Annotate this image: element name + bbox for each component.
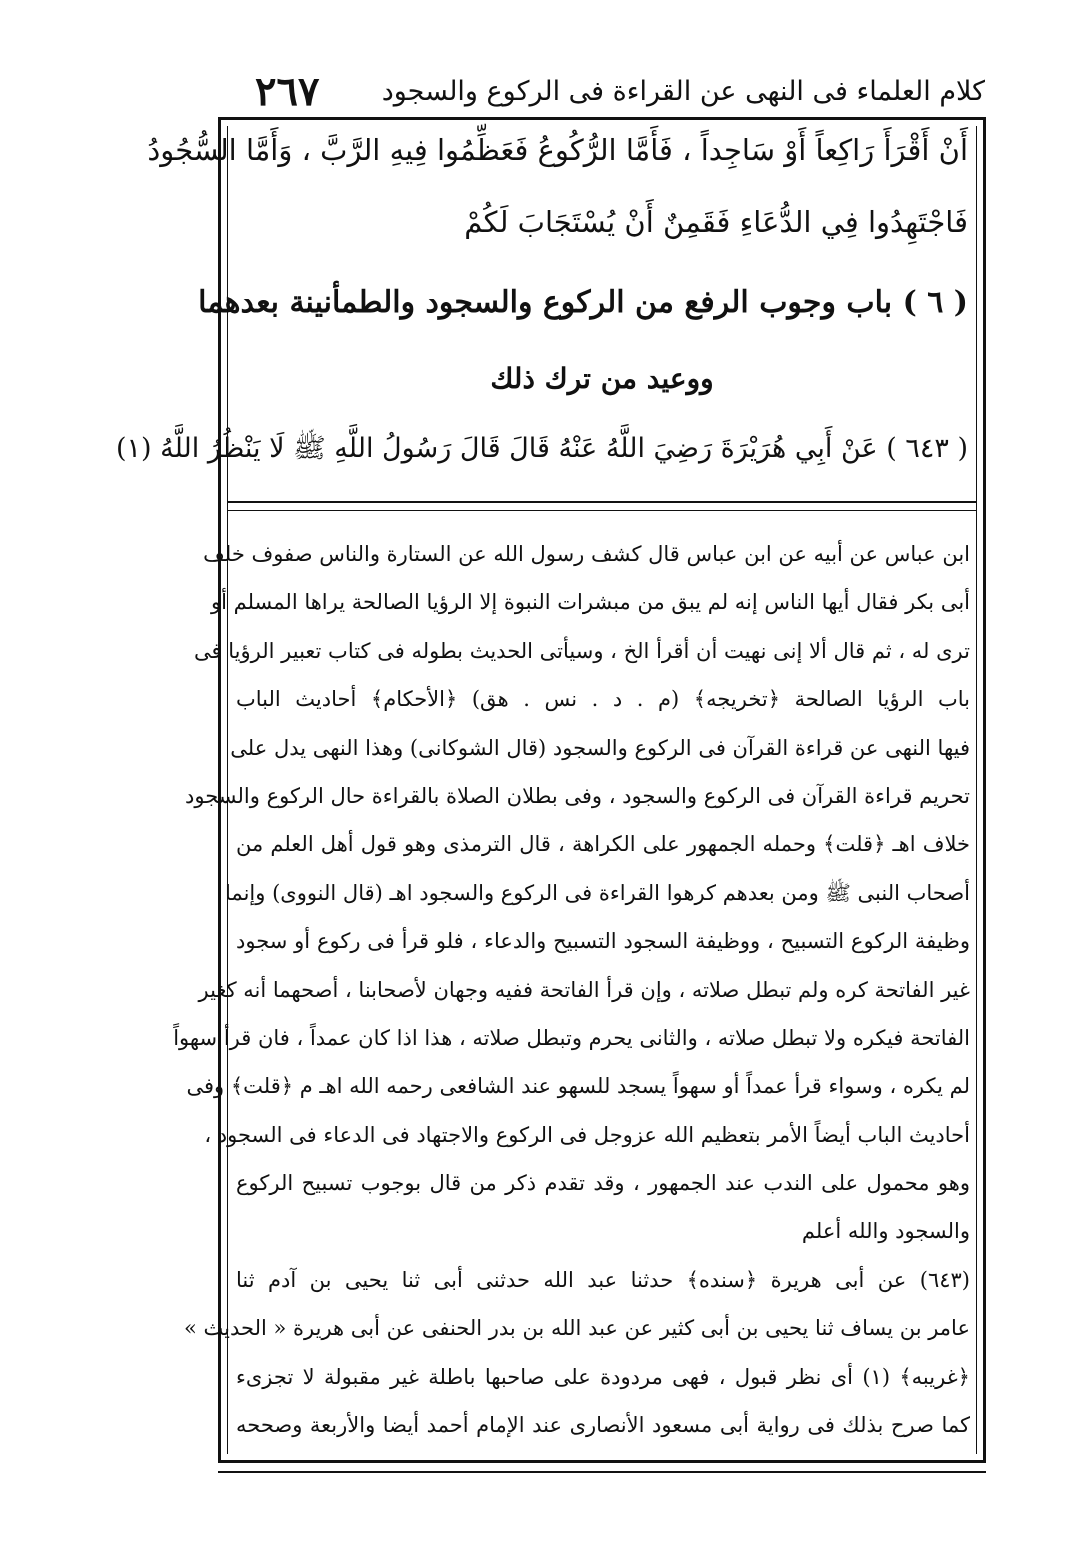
- commentary-line: والسجود والله أعلم: [801, 1219, 970, 1244]
- matn-line-1: أَنْ أَقْرَأَ رَاكِعاً أَوْ سَاجِداً ، فَأَمَّا الرُّكُوعُ فَعَظِّمُوا فِيهِ الرَّبَّ ، وَأَمَّا السُّجُودُ: [147, 133, 968, 167]
- page-number: ٢٦٧: [255, 68, 320, 115]
- section-divider: [228, 501, 976, 503]
- commentary-line: تحريم قراءة القرآن فى الركوع والسجود ، وفى بطلان الصلاة بالقراءة حال الركوع والسجود: [185, 783, 970, 808]
- chapter-subtitle: ووعيد من ترك ذلك: [490, 362, 714, 395]
- commentary-line: أبى بكر فقال أيها الناس إنه لم يبق من مبشرات النبوة إلا الرؤيا الصالحة يراها المسلم أو: [210, 590, 970, 615]
- commentary-line: الفاتحة فيكره ولا تبطل صلاته ، والثانى يحرم وتبطل صلاته ، هذا اذا كان عمداً ، فان قرأ سهواً: [173, 1025, 970, 1050]
- commentary-line: باب الرؤيا الصالحة ﴿تخريجه﴾ (م . د . نس . هق) ﴿الأحكام﴾ أحاديث الباب: [236, 687, 970, 712]
- section-divider-thin: [228, 510, 976, 511]
- commentary-line: وظيفة الركوع التسبيح ، ووظيفة السجود التسبيح والدعاء ، فلو قرأ فى ركوع أو سجود: [236, 929, 970, 954]
- commentary-line: (٦٤٣) عن أبى هريرة ﴿سنده﴾ حدثنا عبد الله حدثنى أبى ثنا يحيى بن آدم ثنا: [236, 1267, 970, 1292]
- commentary-line: فيها النهى عن قراءة القرآن فى الركوع والسجود (قال الشوكانى) وهذا النهى يدل على: [230, 735, 970, 760]
- commentary-line: خلاف اهـ ﴿قلت﴾ وحمله الجمهور على الكراهة ، قال الترمذى وهو قول أهل العلم من: [236, 832, 970, 857]
- commentary: [173, 530, 970, 1449]
- commentary-line: وهو محمول على الندب عند الجمهور ، وقد تقدم ذكر من قال بوجوب تسبيح الركوع: [236, 1171, 970, 1196]
- commentary-line: غير الفاتحة كره ولم تبطل صلاته ، وإن قرأ الفاتحة ففيه وجهان لأصحابنا ، أصحهما أنه كغير: [198, 977, 970, 1002]
- commentary-line: ابن عباس عن أبيه عن ابن عباس قال كشف رسول الله عن الستارة والناس صفوف خلف: [203, 542, 970, 566]
- commentary-line: عامر بن يساف ثنا يحيى بن أبى كثير عن عبد الله بن بدر الحنفى عن أبى هريرة « الحديث »: [184, 1316, 970, 1341]
- running-head-title: كلام العلماء فى النهى عن القراءة فى الركوع والسجود: [381, 76, 985, 107]
- frame-bottom-rule: [218, 1463, 986, 1473]
- commentary-line: ترى له ، ثم قال ألا إنى نهيت أن أقرأ الخ ، وسيأتى الحديث بطوله فى كتاب تعبير الرؤيا فى: [194, 638, 970, 663]
- chapter-title: ( ٦ ) باب وجوب الرفع من الركوع والسجود والطمأنينة بعدهما: [198, 285, 968, 320]
- commentary-line: أحاديث الباب أيضاً الأمر بتعظيم الله عزوجل فى الركوع والاجتهاد فى الدعاء فى السجود ،: [204, 1122, 970, 1147]
- commentary-line: ﴿غريبه﴾ (١) أى نظر قبول ، فهى مردودة على صاحبها باطلة غير مقبولة لا تجزىء: [236, 1364, 970, 1389]
- commentary-line: لم يكره ، وسواء قرأ عمداً أو سهواً يسجد للسهو عند الشافعى رحمه الله اهـ م ﴿قلت﴾ وفى: [186, 1074, 970, 1099]
- running-head: [225, 66, 985, 118]
- hadith-opening: ( ٦٤٣ ) عَنْ أَبِي هُرَيْرَةَ رَضِيَ اللَّهُ عَنْهُ قَالَ قَالَ رَسُولُ اللَّهِ ﷺ لَا يَنْظُرُ اللَّهُ (١): [115, 433, 968, 464]
- commentary-line: أصحاب النبى ﷺ ومن بعدهم كرهوا القراءة فى الركوع والسجود اهـ (قال النووى) وإنما: [225, 880, 970, 905]
- matn-line-2: فَاجْتَهِدُوا فِي الدُّعَاءِ فَقَمِنٌ أَنْ يُسْتَجَابَ لَكُمْ: [464, 205, 968, 239]
- commentary-line: كما صرح بذلك فى رواية أبى مسعود الأنصارى عند الإمام أحمد أيضا والأربعة وصححه: [236, 1413, 970, 1438]
